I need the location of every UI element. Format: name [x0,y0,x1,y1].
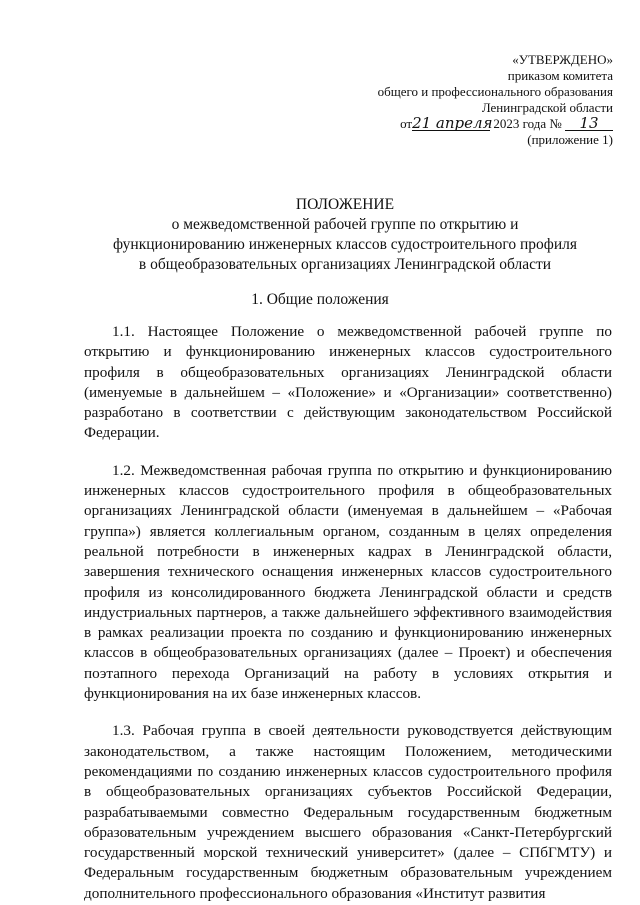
appendix-label: (приложение 1) [527,132,613,147]
approval-date-line [378,116,613,132]
document-title-block [110,195,580,275]
section-body [84,322,612,904]
paragraph-1-2: 1.2. Межведомственная рабочая группа по открытию и функционированию инженерных классов судостроительного профиля в общеобразовательных организациях Ленинградской области (именуемая в дальнейшем – «Рабочая группа») является коллегиальным органом, созданным в целях определения реальной потребности в инженерных кадрах в Ленинградской области, завершения технического оснащения инженерных классов судостроительного профиля из консолидированного бюджета Ленинградской области и средств индустриальных партнеров, а также дальнейшего эффективного взаимодействия в рамках реализации проекта по созданию и функционированию инженерных классов в общеобразовательных организациях (далее – Проект) и обеспечения поэтапного перехода Организаций на работу в условиях открытия и функционирования на их базе инженерных классов. [84,461,612,703]
document-subtitle: о межведомственной рабочей группе по открытию и функционированию инженерных классов судостроительного профиля в общеобразовательных организациях Ленинградской области [113,216,577,273]
paragraph-1-3: 1.3. Рабочая группа в своей деятельности руководствуется действующим законодательством, а также настоящим Положением, методическими рекомендациями по созданию инженерных классов судостроительного профиля в общеобразовательных организациях субъектов Российской Федерации, разрабатываемыми совместно Федеральным государственным бюджетным образовательным учреждением высшего образования «Санкт-Петербургский государственный морской технический университет» (далее – СПбГМТУ) и Федеральным государственным бюджетным образовательным учреждением дополнительного профессионального образования «Институт развития [84,722,612,902]
section-heading: 1. Общие положения [251,291,389,308]
year-number-label: 2023 года № [493,116,562,131]
approval-order-line: приказом комитета [507,68,613,83]
paragraph-1-1: 1.1. Настоящее Положение о межведомственной рабочей группе по открытию и функционированию инженерных классов судостроительного профиля в общеобразовательных организациях Ленинградской области (именуемые в дальнейшем – «Положение» и «Организации» соответственно) разработано в соответствии с действующим законодательством Российской Федерации. [84,323,612,442]
approval-title: «УТВЕРЖДЕНО» [512,52,613,67]
approval-region-line: Ленинградской области [481,100,613,115]
approval-stamp-block [378,52,613,148]
approval-committee-line: общего и профессионального образования [377,84,613,99]
document-title: ПОЛОЖЕНИЕ [295,196,395,213]
handwritten-date: 21 апреля [412,114,493,132]
handwritten-order-number: 13 [565,117,613,131]
date-prefix: от [400,116,413,131]
